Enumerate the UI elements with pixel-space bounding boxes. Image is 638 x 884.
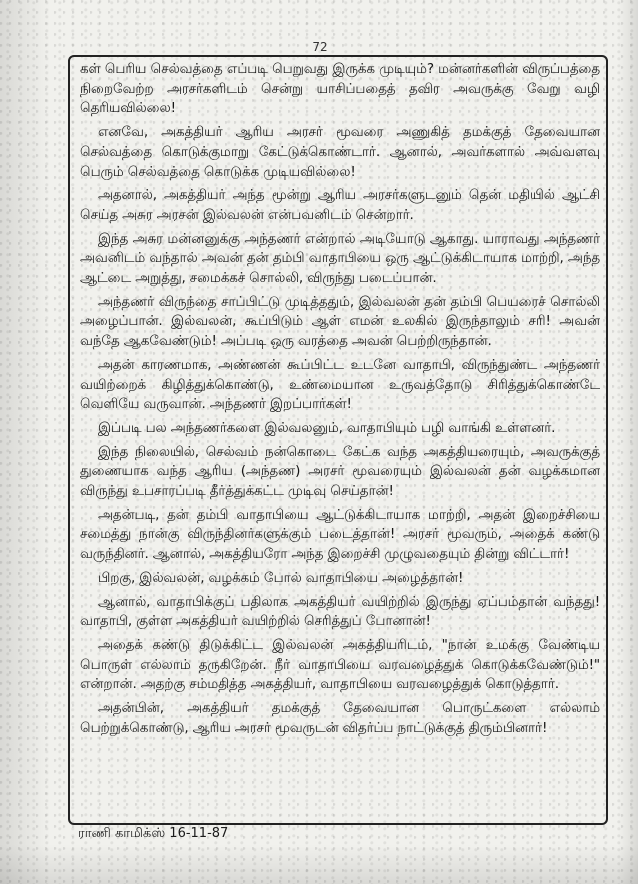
publication-footer: ராணி காமிக்ஸ் 16-11-87 bbox=[78, 826, 229, 841]
page-number: 72 bbox=[312, 40, 328, 54]
paragraph: அதன் காரணமாக, அண்ணன் கூப்பிட்ட உடனே வாதாபி, விருந்துண்ட அந்தணர் வயிற்றைக் கிழித்துக்கொண்டு, உண்மையான உருவத்தோடு சிரித்துக்கொண்டே வெளியே வருவான். அந்தணர் இறப்பார்கள்! bbox=[80, 356, 600, 413]
paragraph: கள் பெரிய செல்வத்தை எப்படி பெறுவது இருக்க முடியும்? மன்னர்களின் விருப்பத்தை நிறைவேற்ற அரசர்களிடம் சென்று யாசிப்பதைத் தவிர அவருக்கு வேறு வழி தெரியவில்லை! bbox=[80, 61, 600, 117]
paragraph: அதைக் கண்டு திடுக்கிட்ட இல்வலன் அகத்தியரிடம், "நான் உமக்கு வேண்டிய பொருள் எல்லாம் தருகிறேன். நீர் வாதாபியை வரவழைத்துக் கொடுக்கவேண்டும்!" என்றான். அதற்கு சம்மதித்த அகத்தியர், வாதாபியை வரவழைத்துக் கொடுத்தார். bbox=[80, 636, 600, 693]
paragraph: ஆனால், வாதாபிக்குப் பதிலாக அகத்தியர் வயிற்றில் இருந்து ஏப்பம்தான் வந்தது! வாதாபி, குள்ள அகத்தியர் வயிற்றில் செரித்துப் போனான்! bbox=[80, 593, 600, 630]
paragraph: இந்த அசுர மன்னனுக்கு அந்தணர் என்றால் அடியோடு ஆகாது. யாராவது அந்தணர் அவனிடம் வந்தால் அவன் தன் தம்பி வாதாபியை ஒரு ஆட்டுக்கிடாயாக மாற்றி, அந்த ஆட்டை அறுத்து, சமைக்கச் சொல்லி, விருந்து படைப்பான். bbox=[80, 230, 600, 287]
story-text bbox=[80, 60, 600, 820]
scan-shadow-bottom bbox=[0, 844, 638, 884]
paragraph: பிறகு, இல்வலன், வழக்கம் போல் வாதாபியை அழைத்தான்! bbox=[98, 569, 464, 586]
scan-shadow-left bbox=[0, 0, 50, 884]
paragraph: இந்த நிலையில், செல்வம் நன்கொடை கேட்க வந்த அகத்தியரையும், அவருக்குத் துணையாக வந்த ஆரிய (அந்தண) அரசர் மூவரையும் இல்வலன் தன் வழக்கமான விருந்து உபசாரப்படி தீர்த்துக்கட்ட முடிவு செய்தான்! bbox=[80, 443, 600, 500]
scan-shadow-right bbox=[618, 0, 638, 884]
paragraph: அதனால், அகத்தியர் அந்த மூன்று ஆரிய அரசர்களுடனும் தென் மதியில் ஆட்சி செய்த அசுர அரசன் இல்வலன் என்பவனிடம் சென்றார். bbox=[80, 187, 600, 223]
paragraph: அதன்படி, தன் தம்பி வாதாபியை ஆட்டுக்கிடாயாக மாற்றி, அதன் இறைச்சியை சமைத்து நான்கு விருந்தினர்களுக்கும் படைத்தான்! அரசர் மூவரும், அதைக் கண்டு வருந்தினர். ஆனால், அகத்தியரோ அந்த இறைச்சி முழுவதையும் தின்று விட்டார்! bbox=[80, 506, 600, 563]
paragraph: அதன்பின், அகத்தியர் தமக்குத் தேவையான பொருட்களை எல்லாம் பெற்றுக்கொண்டு, ஆரிய அரசர் மூவருடன் விதர்ப்ப நாட்டுக்குத் திரும்பினார்! bbox=[80, 700, 600, 736]
paragraph: அந்தணர் விருந்தை சாப்பிட்டு முடித்ததும், இல்வலன் தன் தம்பி பெயரைச் சொல்லி அழைப்பான். இல்வலன், கூப்பிடும் ஆள் எமன் உலகில் இருந்தாலும் சரி! அவன் வந்தே ஆகவேண்டும்! அப்படி ஒரு வரத்தை அவன் பெற்றிருந்தான். bbox=[80, 293, 600, 350]
paragraph: எனவே, அகத்தியர் ஆரிய அரசர் மூவரை அணுகித் தமக்குத் தேவையான செல்வத்தை கொடுக்குமாறு கேட்டுக்கொண்டார். ஆனால், அவர்களால் அவ்வளவு பெரும் செல்வத்தை கொடுக்க முடியவில்லை! bbox=[80, 124, 600, 180]
paragraph: இப்படி பல அந்தணர்களை இல்வலனும், வாதாபியும் பழி வாங்கி உள்ளனர். bbox=[98, 419, 556, 436]
